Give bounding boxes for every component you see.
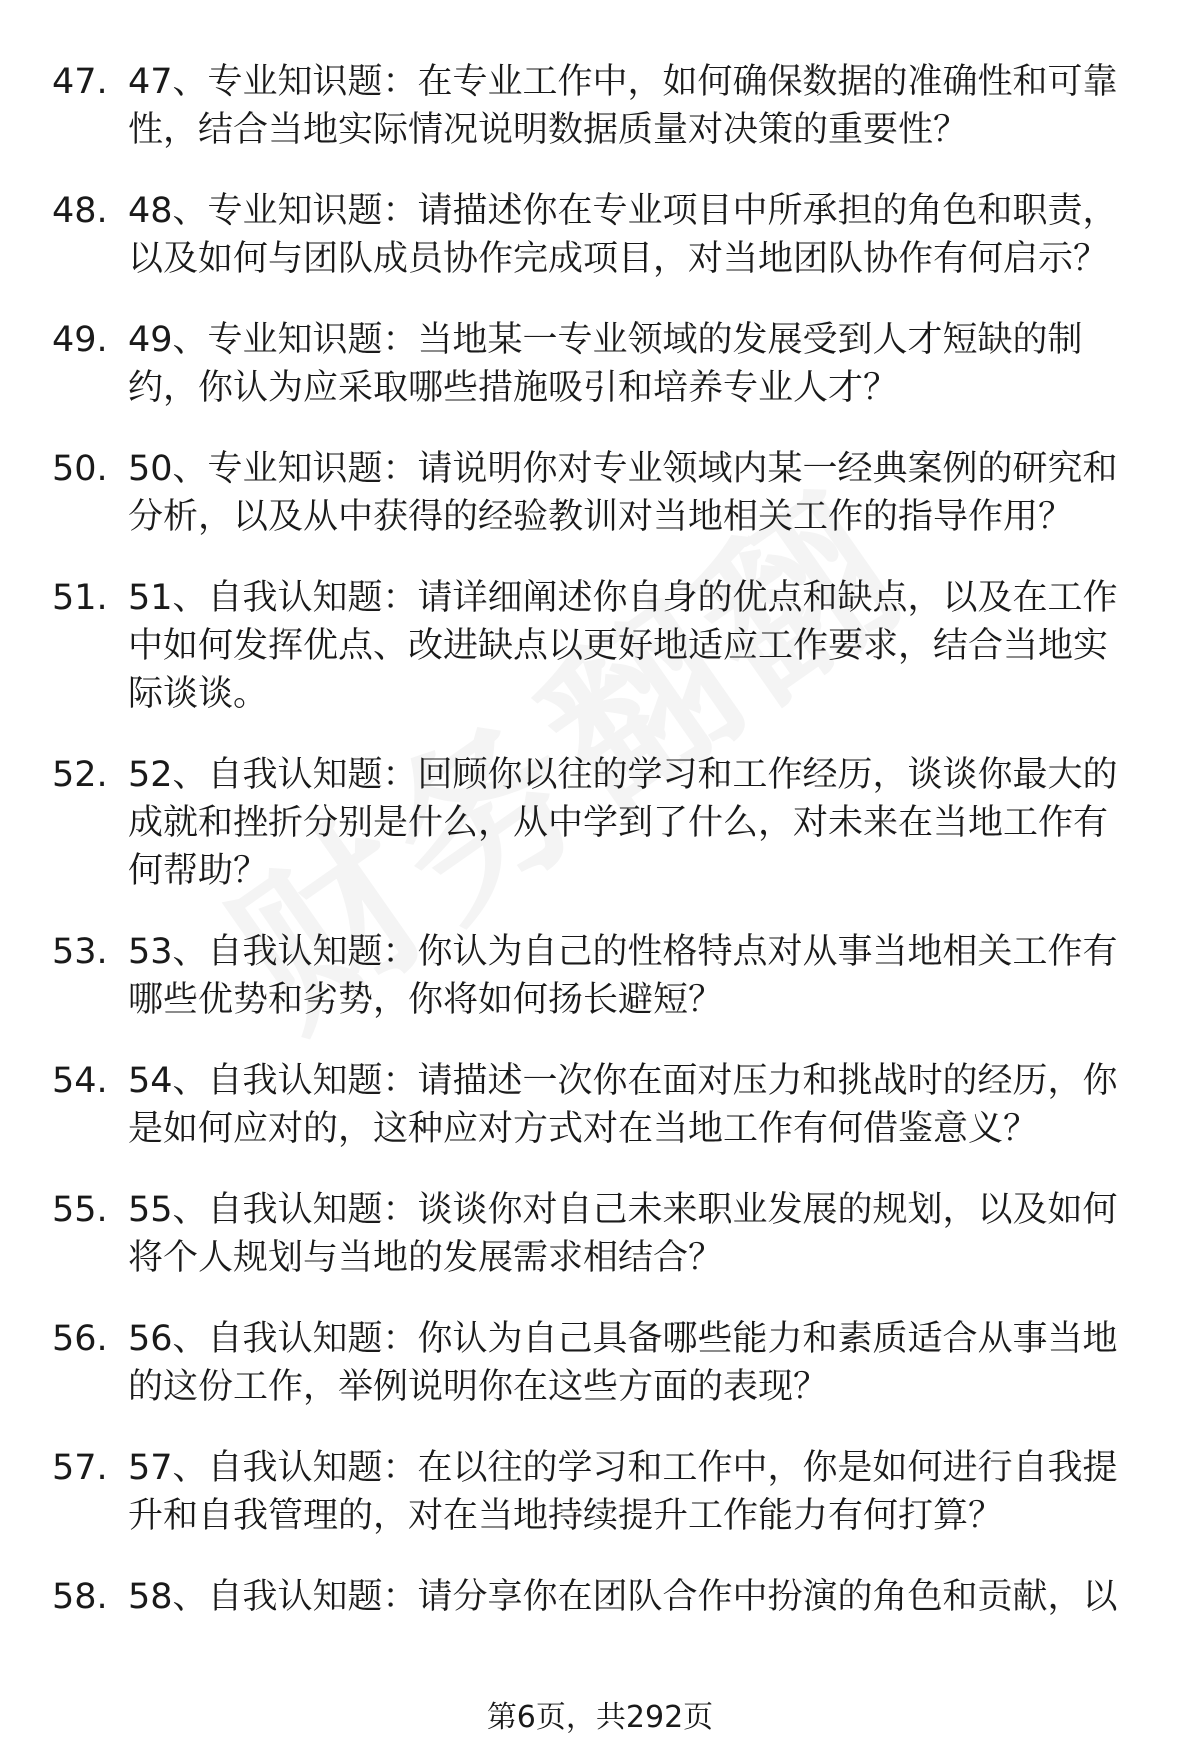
question-number: 49. (52, 320, 108, 360)
question-text: 54、自我认知题：请描述一次你在面对压力和挑战时的经历，你是如何应对的，这种应对方式对在当地工作有何借鉴意义？ (128, 1061, 1118, 1149)
question-text: 49、专业知识题：当地某一专业领域的发展受到人才短缺的制约，你认为应采取哪些措施吸引和培养专业人才？ (128, 320, 1083, 408)
question-item (0, 1573, 1200, 1621)
question-text: 57、自我认知题：在以往的学习和工作中，你是如何进行自我提升和自我管理的，对在当地持续提升工作能力有何打算？ (128, 1448, 1118, 1536)
question-text: 51、自我认知题：请详细阐述你自身的优点和缺点，以及在工作中如何发挥优点、改进缺点以更好地适应工作要求，结合当地实际谈谈。 (128, 578, 1118, 714)
question-item (0, 445, 1200, 541)
question-number: 47. (52, 62, 108, 102)
question-item (0, 58, 1200, 154)
question-list (0, 58, 1200, 1654)
question-number: 52. (52, 755, 108, 795)
question-text: 48、专业知识题：请描述你在专业项目中所承担的角色和职责，以及如何与团队成员协作完成项目，对当地团队协作有何启示？ (128, 191, 1118, 279)
question-number: 55. (52, 1190, 108, 1230)
question-number: 56. (52, 1319, 108, 1359)
question-number: 48. (52, 191, 108, 231)
question-number: 57. (52, 1448, 108, 1488)
question-text: 52、自我认知题：回顾你以往的学习和工作经历，谈谈你最大的成就和挫折分别是什么，从中学到了什么，对未来在当地工作有何帮助？ (128, 755, 1118, 891)
question-number: 51. (52, 578, 108, 618)
question-item (0, 1057, 1200, 1153)
question-number: 58. (52, 1577, 108, 1617)
question-item (0, 1444, 1200, 1540)
question-item (0, 751, 1200, 895)
question-text: 53、自我认知题：你认为自己的性格特点对从事当地相关工作有哪些优势和劣势，你将如何扬长避短？ (128, 932, 1118, 1020)
question-item (0, 574, 1200, 718)
question-text: 47、专业知识题：在专业工作中，如何确保数据的准确性和可靠性，结合当地实际情况说明数据质量对决策的重要性？ (128, 62, 1118, 150)
question-text: 50、专业知识题：请说明你对专业领域内某一经典案例的研究和分析，以及从中获得的经验教训对当地相关工作的指导作用？ (128, 449, 1118, 537)
page-footer: 第6页，共292页 (486, 1700, 714, 1735)
question-item (0, 1186, 1200, 1282)
question-number: 50. (52, 449, 108, 489)
question-item (0, 187, 1200, 283)
question-item (0, 1315, 1200, 1411)
question-item (0, 928, 1200, 1024)
question-number: 54. (52, 1061, 108, 1101)
question-text: 56、自我认知题：你认为自己具备哪些能力和素质适合从事当地的这份工作，举例说明你在这些方面的表现？ (128, 1319, 1118, 1407)
question-text: 58、自我认知题：请分享你在团队合作中扮演的角色和贡献，以 (128, 1577, 1118, 1617)
question-text: 55、自我认知题：谈谈你对自己未来职业发展的规划，以及如何将个人规划与当地的发展需求相结合？ (128, 1190, 1118, 1278)
question-number: 53. (52, 932, 108, 972)
question-item (0, 316, 1200, 412)
